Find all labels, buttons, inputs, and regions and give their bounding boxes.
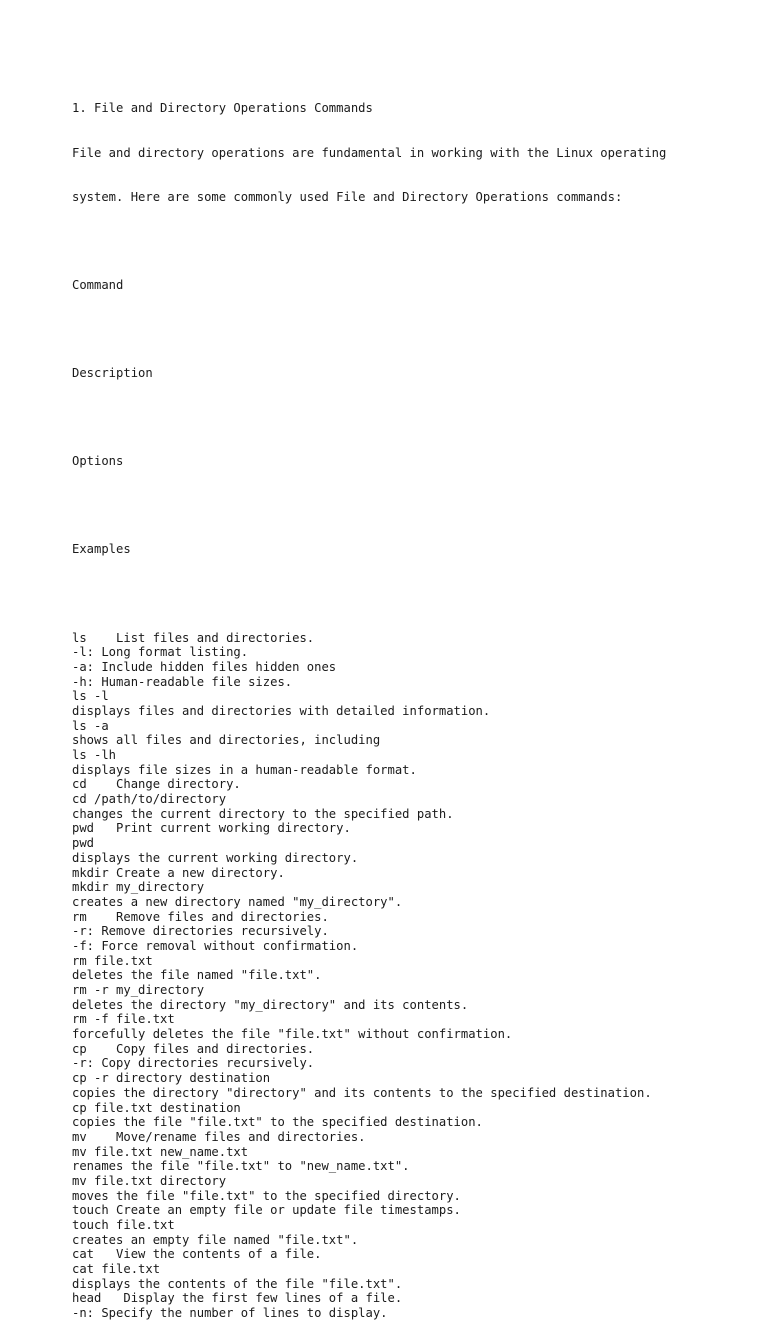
listing-line: -l: Long format listing. bbox=[72, 645, 249, 660]
listing-line: mkdir my_directory bbox=[72, 880, 205, 895]
listing-line: deletes the directory "my_directory" and its contents. bbox=[72, 997, 469, 1012]
header-options: Options bbox=[72, 454, 124, 469]
listing-line: cp Copy files and directories. bbox=[72, 1041, 315, 1056]
listing-line: copies the file "file.txt" to the specified destination. bbox=[72, 1115, 483, 1130]
listing-line: pwd bbox=[72, 836, 95, 851]
listing-line: displays the contents of the file "file.txt". bbox=[72, 1276, 403, 1291]
listing-line: copies the directory "directory" and its contents to the specified destination. bbox=[72, 1085, 652, 1100]
blank-line bbox=[72, 498, 752, 513]
blank-line bbox=[72, 322, 752, 337]
intro-line-2: system. Here are some commonly used File and Directory Operations commands: bbox=[72, 189, 623, 204]
listing-line: mkdir Create a new directory. bbox=[72, 865, 285, 880]
listing-line: ls -l bbox=[72, 689, 109, 704]
listing-line: displays files and directories with detailed information. bbox=[72, 703, 491, 718]
blank-line bbox=[72, 410, 752, 425]
listing-line: rm -f file.txt bbox=[72, 1012, 175, 1027]
listing-line: pwd Print current working directory. bbox=[72, 821, 351, 836]
header-command: Command bbox=[72, 277, 124, 292]
listing-line: ls -lh bbox=[72, 748, 117, 763]
listing-line: rm -r my_directory bbox=[72, 983, 205, 998]
listing-line: creates an empty file named "file.txt". bbox=[72, 1232, 359, 1247]
listing-line: -r: Copy directories recursively. bbox=[72, 1056, 315, 1071]
listing-line: deletes the file named "file.txt". bbox=[72, 968, 322, 983]
listing-line: head Display the first few lines of a file. bbox=[72, 1291, 403, 1306]
blank-line bbox=[72, 234, 752, 249]
listing-line: forcefully deletes the file "file.txt" without confirmation. bbox=[72, 1027, 513, 1042]
listing-line: -n: Specify the number of lines to display. bbox=[72, 1306, 388, 1321]
listing-line: displays file sizes in a human-readable format. bbox=[72, 762, 417, 777]
listing-line: ls -a bbox=[72, 718, 109, 733]
listing-line: cat file.txt bbox=[72, 1262, 161, 1277]
header-description: Description bbox=[72, 365, 153, 380]
listing-line: cat View the contents of a file. bbox=[72, 1247, 322, 1262]
header-examples: Examples bbox=[72, 542, 131, 557]
listing-line: cd Change directory. bbox=[72, 777, 241, 792]
command-listing bbox=[72, 631, 752, 1321]
blank-line bbox=[72, 586, 752, 601]
listing-line: -r: Remove directories recursively. bbox=[72, 924, 329, 939]
listing-line: renames the file "file.txt" to "new_name.txt". bbox=[72, 1159, 410, 1174]
listing-line: moves the file "file.txt" to the specified directory. bbox=[72, 1188, 461, 1203]
listing-line: displays the current working directory. bbox=[72, 850, 359, 865]
listing-line: mv file.txt new_name.txt bbox=[72, 1144, 249, 1159]
listing-line: -a: Include hidden files hidden ones bbox=[72, 659, 337, 674]
listing-line: mv file.txt directory bbox=[72, 1173, 227, 1188]
listing-line: touch Create an empty file or update file timestamps. bbox=[72, 1203, 461, 1218]
listing-line: rm file.txt bbox=[72, 953, 153, 968]
listing-line: cd /path/to/directory bbox=[72, 792, 227, 807]
listing-line: changes the current directory to the specified path. bbox=[72, 806, 454, 821]
listing-line: ls List files and directories. bbox=[72, 630, 315, 645]
listing-line: shows all files and directories, including bbox=[72, 733, 381, 748]
listing-line: -f: Force removal without confirmation. bbox=[72, 938, 359, 953]
listing-line: -h: Human-readable file sizes. bbox=[72, 674, 293, 689]
listing-line: rm Remove files and directories. bbox=[72, 909, 329, 924]
listing-line: creates a new directory named "my_directory". bbox=[72, 894, 403, 909]
listing-line: cp -r directory destination bbox=[72, 1071, 271, 1086]
listing-line: mv Move/rename files and directories. bbox=[72, 1129, 366, 1144]
listing-line: cp file.txt destination bbox=[72, 1100, 241, 1115]
listing-line: touch file.txt bbox=[72, 1218, 175, 1233]
document-body bbox=[72, 72, 752, 1336]
intro-line-1: File and directory operations are fundamental in working with the Linux operating bbox=[72, 145, 667, 160]
section-title: 1. File and Directory Operations Commands bbox=[72, 101, 373, 116]
